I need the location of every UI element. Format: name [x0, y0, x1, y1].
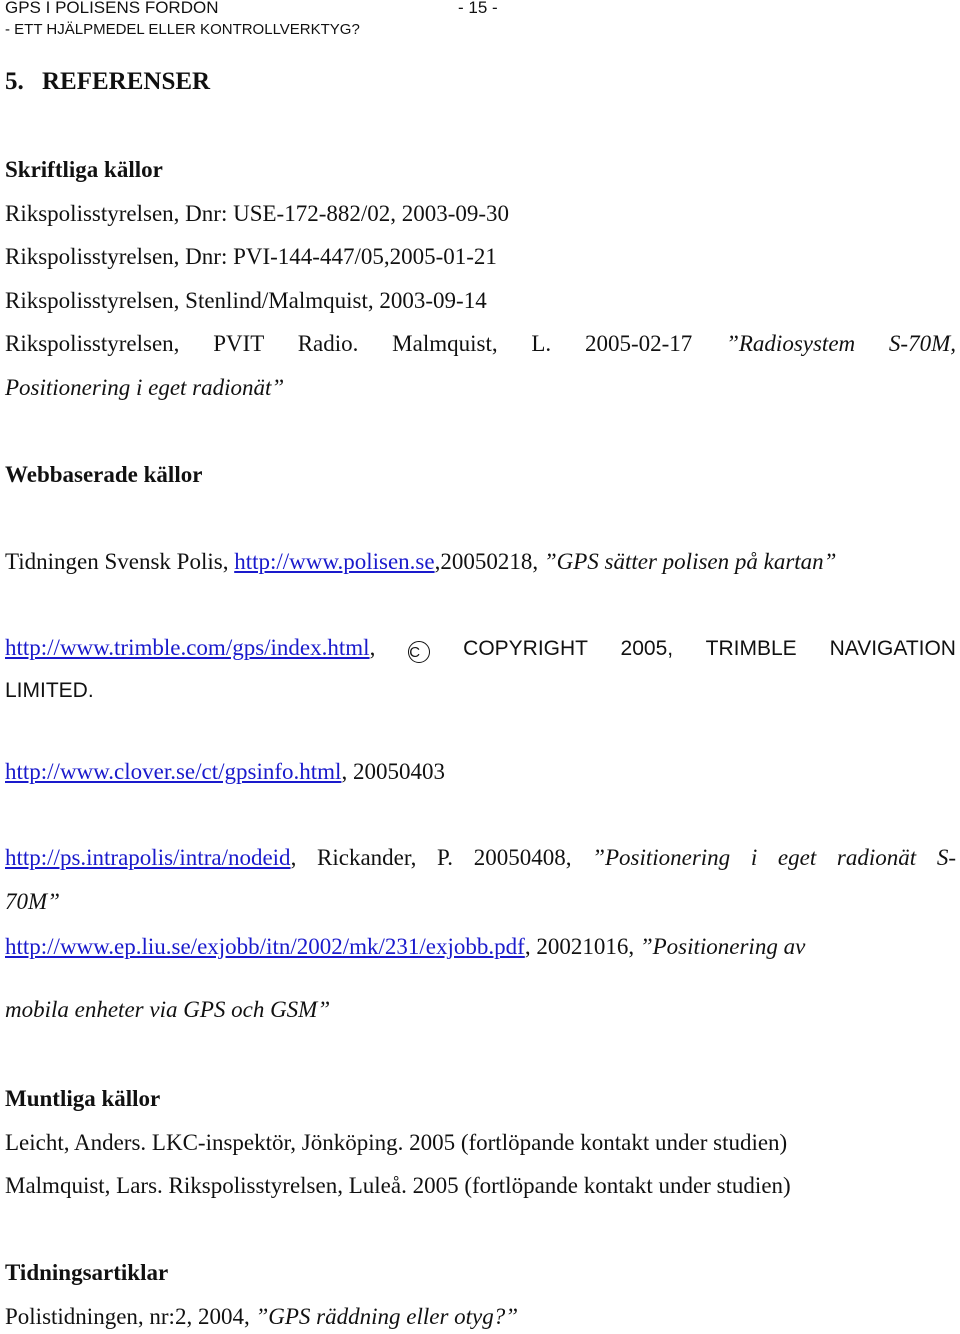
reference-title: ”Positionering av [639, 934, 806, 959]
web-reference-2 [5, 634, 956, 663]
reference-item: Rikspolisstyrelsen, Dnr: PVI-144-447/05,2005-01-21 [5, 244, 497, 269]
clover-link[interactable]: http://www.clover.se/ct/gpsinfo.html [5, 759, 342, 784]
news-heading: Tidningsartiklar [5, 1260, 169, 1285]
reference-item: Rikspolisstyrelsen, Dnr: USE-172-882/02, 2003-09-30 [5, 201, 510, 226]
web-reference-5 [5, 933, 805, 961]
reference-title: ”GPS räddning eller otyg?” [255, 1304, 519, 1329]
copyright-icon: C [408, 641, 430, 663]
reference-title-continued: mobila enheter via GPS och GSM” [5, 997, 331, 1022]
web-sources-heading: Webbaserade källor [5, 462, 203, 487]
section-heading: REFERENSER [42, 68, 211, 95]
reference-text: Rikspolisstyrelsen, PVIT Radio. Malmquist, L. 2005-02-17 [5, 331, 693, 356]
reference-date: , 20021016, [524, 934, 640, 959]
page-number: - 15 - [458, 0, 498, 17]
running-header-title: GPS I POLISENS FORDON [5, 0, 219, 17]
web-reference-4 [5, 844, 956, 872]
section-title [5, 67, 210, 97]
reference-title-continued: Positionering i eget radionät” [5, 375, 285, 400]
reference-title: ”Radiosystem S-70M, [726, 331, 957, 356]
reference-text: , Rickander, P. 20050408, [290, 845, 593, 870]
exjobb-link[interactable]: http://www.ep.liu.se/exjobb/itn/2002/mk/231/exjobb.pdf [5, 934, 525, 959]
polisen-link[interactable]: http://www.polisen.se [234, 549, 435, 574]
reference-date: , 20050403 [341, 759, 445, 784]
copyright-text: COPYRIGHT 2005, TRIMBLE NAVIGATION [463, 637, 956, 660]
web-reference-3 [5, 758, 445, 786]
news-reference [5, 1303, 518, 1331]
intrapolis-link[interactable]: http://ps.intrapolis/intra/nodeid [5, 845, 291, 870]
reference-text: Tidningen Svensk Polis, [5, 549, 235, 574]
trimble-link[interactable]: http://www.trimble.com/gps/index.html [5, 635, 370, 660]
reference-title: ”GPS sätter polisen på kartan” [543, 549, 837, 574]
reference-title: ”Positionering i eget radionät S- [592, 845, 956, 870]
reference-title-continued: 70M” [5, 889, 60, 914]
reference-item: Leicht, Anders. LKC-inspektör, Jönköping. 2005 (fortlöpande kontakt under studien) [5, 1130, 788, 1155]
reference-item: Malmquist, Lars. Rikspolisstyrelsen, Luleå. 2005 (fortlöpande kontakt under studien) [5, 1173, 791, 1198]
section-number: 5. [5, 68, 24, 95]
oral-sources-heading: Muntliga källor [5, 1086, 161, 1111]
reference-item: Rikspolisstyrelsen, Stenlind/Malmquist, 2003-09-14 [5, 288, 487, 313]
reference-item-radio [5, 330, 956, 358]
separator: , [369, 635, 376, 660]
reference-date: ,20050218, [434, 549, 544, 574]
reference-text: Polistidningen, nr:2, 2004, [5, 1304, 256, 1329]
copyright-text-continued: LIMITED. [5, 679, 94, 702]
written-sources-heading: Skriftliga källor [5, 157, 163, 182]
running-header-subtitle: - ETT HJÄLPMEDEL ELLER KONTROLLVERKTYG? [5, 21, 360, 38]
web-reference-1 [5, 548, 836, 576]
